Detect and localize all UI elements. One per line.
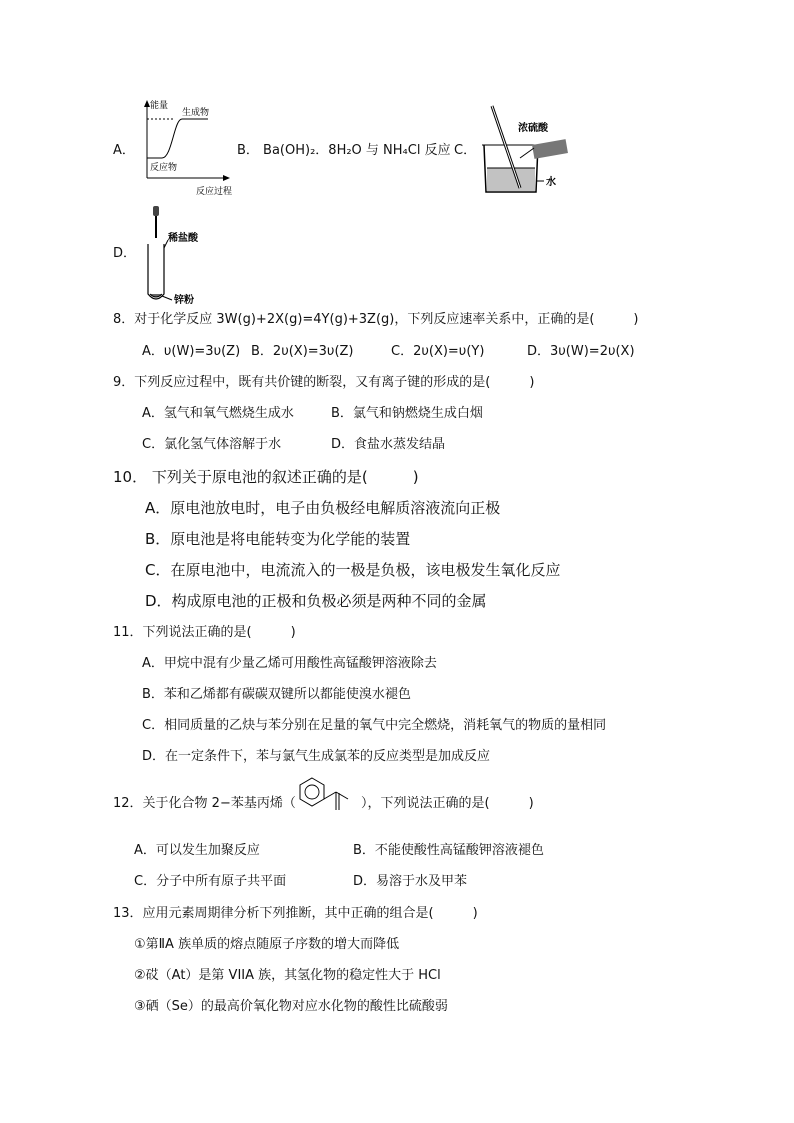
- q9-option-a: A．氢气和氧气燃烧生成水: [142, 406, 294, 421]
- phenylpropene-structure: [298, 774, 360, 830]
- zinc-powder-label: 锌粉: [174, 295, 194, 306]
- product-label: 生成物: [182, 108, 210, 118]
- q11-stem: 11．下列说法正确的是( ): [113, 625, 296, 640]
- q8-option-d: D．3υ(W)=2υ(X): [527, 344, 635, 359]
- q12-stem-end: ），下列说法正确的是( ): [361, 796, 534, 811]
- q7-option-b: B． Ba(OH)₂．8H₂O 与 NH₄Cl 反应: [237, 143, 451, 158]
- q8-option-b: B．2υ(X)=3υ(Z): [251, 344, 354, 359]
- test-tube-diagram: [140, 202, 230, 306]
- water-label: 水: [546, 177, 556, 188]
- hydrochloric-acid-label: 稀盐酸: [168, 233, 198, 244]
- energy-axis-label: 能量: [150, 101, 169, 111]
- q9-stem: 9．下列反应过程中，既有共价键的断裂，又有离子键的形成的是( ): [113, 375, 535, 390]
- q12-stem-start: 12．关于化合物 2−苯基丙烯（: [113, 796, 296, 811]
- q11-option-c: C．相同质量的乙炔与苯分别在足量的氧气中完全燃烧，消耗氧气的物质的量相同: [142, 718, 607, 733]
- q10-option-d: D．构成原电池的正极和负极必须是两种不同的金属: [145, 592, 487, 610]
- reactant-label: 反应物: [150, 163, 178, 173]
- energy-diagram: [140, 98, 240, 198]
- q10-stem: 10． 下列关于原电池的叙述正确的是( ): [113, 468, 419, 486]
- q11-option-d: D．在一定条件下，苯与氯气生成氯苯的反应类型是加成反应: [142, 749, 491, 764]
- q13-item-1: ①第ⅡA 族单质的熔点随原子序数的增大而降低: [134, 937, 400, 952]
- q9-option-b: B．氯气和钠燃烧生成白烟: [331, 406, 483, 421]
- q7-option-a-label: A．: [113, 143, 135, 158]
- sulfuric-acid-label: 浓硫酸: [518, 123, 548, 134]
- q12-option-d: D．易溶于水及甲苯: [353, 874, 468, 889]
- q9-option-c: C．氯化氢气体溶解于水: [142, 437, 282, 452]
- q7-option-d-label: D．: [113, 246, 137, 261]
- q13-item-3: ③硒（Se）的最高价氧化物对应水化物的酸性比硫酸弱: [134, 999, 448, 1014]
- reaction-progress-label: 反应过程: [196, 187, 233, 197]
- q11-option-a: A．甲烷中混有少量乙烯可用酸性高锰酸钾溶液除去: [142, 656, 437, 671]
- q7-option-c-label: C．: [454, 143, 477, 158]
- q13-item-2: ②砹（At）是第 VIIA 族，其氢化物的稳定性大于 HCl: [134, 968, 441, 983]
- q10-option-a: A．原电池放电时，电子由负极经电解质溶液流向正极: [145, 499, 501, 517]
- q12-option-b: B．不能使酸性高锰酸钾溶液褪色: [353, 843, 544, 858]
- q12-option-c: C．分子中所有原子共平面: [134, 874, 287, 889]
- q8-option-c: C．2υ(X)=υ(Y): [391, 344, 485, 359]
- q13-stem: 13．应用元素周期律分析下列推断，其中正确的组合是( ): [113, 906, 478, 921]
- q9-option-d: D．食盐水蒸发结晶: [331, 437, 446, 452]
- beaker-diagram: [478, 100, 598, 200]
- q11-option-b: B．苯和乙烯都有碳碳双键所以都能使溴水褪色: [142, 687, 411, 702]
- q8-option-a: A．υ(W)=3υ(Z): [142, 344, 241, 359]
- q8-stem: 8．对于化学反应 3W(g)+2X(g)=4Y(g)+3Z(g)，下列反应速率关系中，正确的是( ): [113, 312, 639, 327]
- q12-option-a: A．可以发生加聚反应: [134, 843, 260, 858]
- q10-option-c: C．在原电池中，电流流入的一极是负极，该电极发生氧化反应: [145, 561, 561, 579]
- q10-option-b: B．原电池是将电能转变为化学能的装置: [145, 530, 411, 548]
